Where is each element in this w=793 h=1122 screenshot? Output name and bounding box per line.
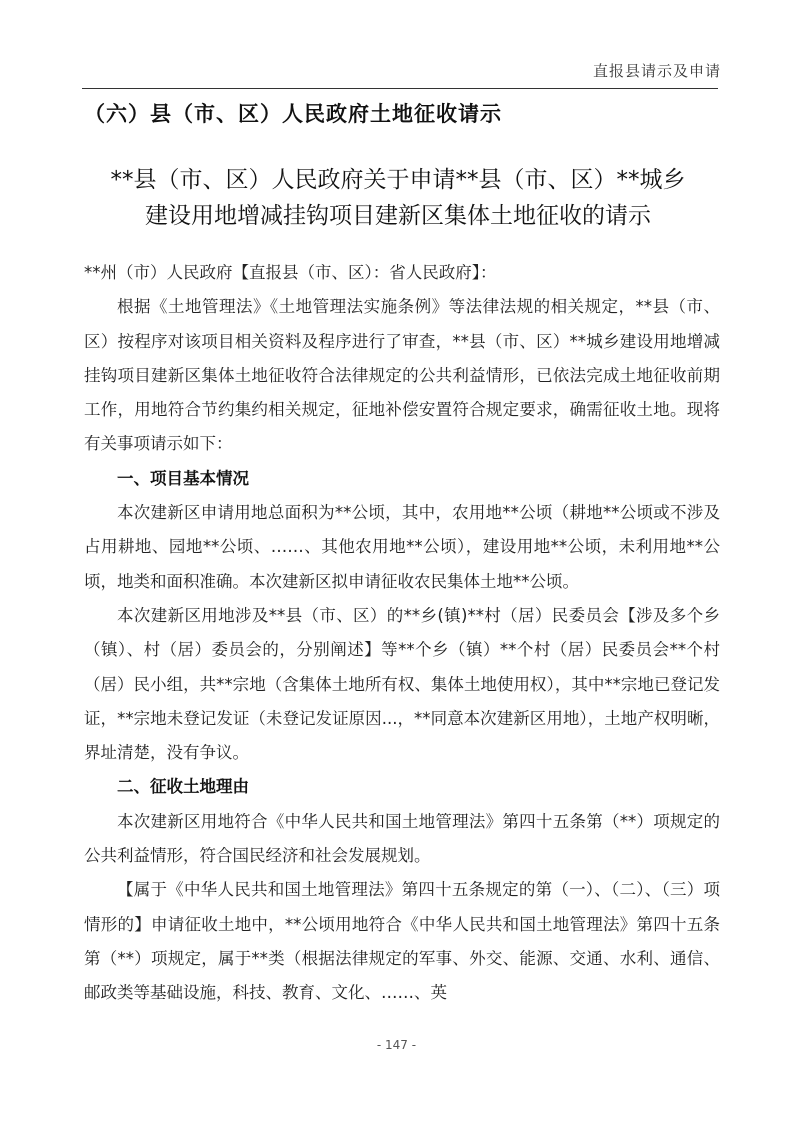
header-rule: [82, 88, 718, 89]
document-title-line-1: **县（市、区）人民政府关于申请**县（市、区）**城乡: [110, 167, 686, 193]
paragraph-public-interest: 本次建新区用地符合《中华人民共和国土地管理法》第四十五条第（**）项规定的公共利益情形，符合国民经济和社会发展规划。: [84, 811, 720, 866]
addressee: **州（市）人民政府【直报县（市、区）：省人民政府】：: [84, 263, 497, 282]
document-title-line-2: 建设用地增减挂钩项目建新区集体土地征收的请示: [145, 203, 651, 229]
section-heading: （六）县（市、区）人民政府土地征收请示: [84, 102, 502, 126]
intro-paragraph: 根据《土地管理法》《土地管理法实施条例》等法律法规的相关规定，**县（市、区）按程序对该项目相关资料及程序进行了审查，**县（市、区）**城乡建设用地增减挂钩项目建新区集体土地征收符合法律规定的公共利益情形，已依法完成土地征收前期工作，用地符合节约集约相关规定，征地补偿安置符合规定要求，确需征收土地。现将有关事项请示如下：: [84, 297, 720, 454]
sub-heading-project-basics: 一、项目基本情况: [117, 468, 249, 488]
document-title: [70, 162, 726, 234]
document-body: [84, 256, 720, 1011]
page-number: - 147 -: [376, 1038, 417, 1052]
running-header: 直报县请示及申请: [592, 62, 721, 80]
paragraph-land-ownership: 本次建新区用地涉及**县（市、区）的**乡(镇)**村（居）民委员会【涉及多个乡（镇）、村（居）委员会的，分别阐述】等**个乡（镇）**个村（居）民委员会**个村（居）民小组，共**宗地（含集体土地所有权、集体土地使用权），其中**宗地已登记发证，**宗地未登记发证（未登记发证原因...，**同意本次建新区用地），土地产权明晰，界址清楚，没有争议。: [84, 605, 720, 763]
paragraph-land-area: 本次建新区申请用地总面积为**公顷，其中，农用地**公顷（耕地**公顷或不涉及占用耕地、园地**公顷、……、其他农用地**公顷），建设用地**公顷，未利用地**公顷，地类和面积准确。本次建新区拟申请征收农民集体土地**公顷。: [84, 503, 720, 591]
sub-heading-expropriation-reason: 二、征收土地理由: [117, 777, 249, 797]
paragraph-article-45: 【属于《中华人民共和国土地管理法》第四十五条规定的第（一）、（二）、（三）项情形的】申请征收土地中，**公顷用地符合《中华人民共和国土地管理法》第四十五条第（**）项规定，属于**类（根据法律规定的军事、外交、能源、交通、水利、通信、邮政类等基础设施，科技、教育、文化、……、英: [84, 880, 720, 1003]
